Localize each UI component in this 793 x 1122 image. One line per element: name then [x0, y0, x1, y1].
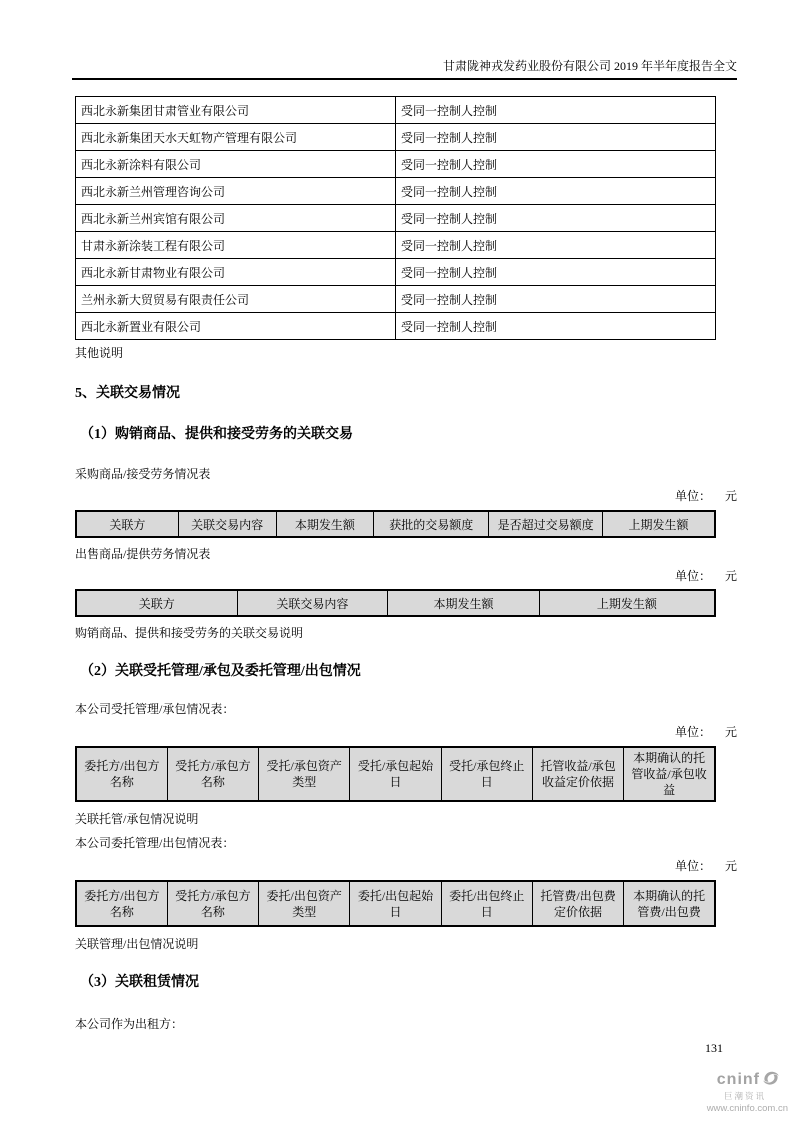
table-header-row [76, 747, 715, 801]
column-header: 托管收益/承包收益定价依据 [532, 747, 623, 801]
purchase-table-caption: 采购商品/接受劳务情况表 [75, 467, 211, 481]
related-party-relation: 受同一控制人控制 [396, 286, 716, 313]
column-header: 委托/出包起始日 [350, 881, 441, 926]
related-party-name: 西北永新集团甘肃管业有限公司 [76, 97, 396, 124]
unit-value: 元 [724, 569, 737, 583]
unit-value: 元 [724, 489, 737, 503]
unit-label: 单位： [674, 569, 711, 583]
other-note: 其他说明 [75, 346, 124, 360]
column-header: 委托方/出包方名称 [76, 881, 167, 926]
page-header-title: 甘肃陇神戎发药业股份有限公司 2019 年半年度报告全文 [72, 59, 737, 80]
related-parties-table [75, 96, 716, 340]
outsourced-management-table [75, 880, 716, 927]
column-header: 关联方 [76, 511, 178, 537]
lessor-caption: 本公司作为出租方： [75, 1017, 184, 1031]
column-header: 受托/承包起始日 [350, 747, 441, 801]
column-header: 本期发生额 [388, 590, 539, 616]
column-header: 托管费/出包费定价依据 [532, 881, 623, 926]
related-party-name: 西北永新集团天水天虹物产管理有限公司 [76, 124, 396, 151]
related-party-name: 西北永新兰州管理咨询公司 [76, 178, 396, 205]
table-header-row [76, 590, 715, 616]
section-5-heading: 5、关联交易情况 [75, 386, 180, 401]
unit-line [75, 725, 737, 740]
column-header: 受托方/承包方名称 [167, 881, 258, 926]
related-party-relation: 受同一控制人控制 [396, 232, 716, 259]
table-row [76, 205, 716, 232]
outsourced-table-caption: 本公司委托管理/出包情况表： [75, 836, 235, 850]
table-header-row [76, 881, 715, 926]
cninfo-logo [678, 1070, 788, 1113]
outsource-note: 关联管理/出包情况说明 [75, 937, 199, 951]
unit-label: 单位： [674, 859, 711, 873]
column-header: 关联交易内容 [237, 590, 388, 616]
unit-line [75, 489, 737, 504]
column-header: 上期发生额 [539, 590, 715, 616]
related-party-name: 西北永新置业有限公司 [76, 313, 396, 340]
column-header: 上期发生额 [603, 511, 715, 537]
column-header: 委托/出包资产类型 [259, 881, 350, 926]
section-5-3-heading: （3）关联租赁情况 [80, 975, 199, 990]
column-header: 本期确认的托管收益/承包收益 [624, 747, 715, 801]
column-header: 委托/出包终止日 [441, 881, 532, 926]
related-party-relation: 受同一控制人控制 [396, 151, 716, 178]
related-party-relation: 受同一控制人控制 [396, 97, 716, 124]
column-header: 受托/承包终止日 [441, 747, 532, 801]
column-header: 是否超过交易额度 [489, 511, 603, 537]
unit-line [75, 859, 737, 874]
related-party-relation: 受同一控制人控制 [396, 259, 716, 286]
related-party-relation: 受同一控制人控制 [396, 178, 716, 205]
cninfo-brand-row [678, 1070, 788, 1090]
cninfo-name: 巨潮资讯 [723, 1091, 766, 1101]
section-5-1-heading: （1）购销商品、提供和接受劳务的关联交易 [80, 427, 353, 442]
table-row [76, 286, 716, 313]
unit-line [75, 569, 737, 584]
cninfo-brand-text: cninf [716, 1071, 760, 1088]
entrust-note: 关联托管/承包情况说明 [75, 812, 199, 826]
purchase-sale-note: 购销商品、提供和接受劳务的关联交易说明 [75, 626, 304, 640]
table-row [76, 313, 716, 340]
entrusted-table-caption: 本公司受托管理/承包情况表： [75, 702, 235, 716]
column-header: 委托方/出包方名称 [76, 747, 167, 801]
cninfo-url: www.cninfo.com.cn [706, 1102, 788, 1114]
table-row [76, 259, 716, 286]
column-header: 关联交易内容 [178, 511, 276, 537]
page-number: 131 [705, 1041, 723, 1055]
table-row [76, 97, 716, 124]
table-row [76, 232, 716, 259]
sale-table-caption: 出售商品/提供劳务情况表 [75, 547, 211, 561]
related-party-name: 甘肃永新涂装工程有限公司 [76, 232, 396, 259]
page-content [75, 96, 737, 1032]
unit-label: 单位： [674, 489, 711, 503]
table-header-row [76, 511, 715, 537]
related-party-name: 西北永新兰州宾馆有限公司 [76, 205, 396, 232]
column-header: 受托/承包资产类型 [259, 747, 350, 801]
column-header: 受托方/承包方名称 [167, 747, 258, 801]
column-header: 本期确认的托管费/出包费 [624, 881, 715, 926]
related-party-relation: 受同一控制人控制 [396, 313, 716, 340]
unit-value: 元 [724, 859, 737, 873]
column-header: 本期发生额 [276, 511, 374, 537]
column-header: 关联方 [76, 590, 237, 616]
entrusted-management-table [75, 746, 716, 802]
related-party-name: 西北永新甘肃物业有限公司 [76, 259, 396, 286]
related-party-name: 兰州永新大贸贸易有限责任公司 [76, 286, 396, 313]
section-5-2-heading: （2）关联受托管理/承包及委托管理/出包情况 [80, 664, 361, 679]
sale-goods-table [75, 589, 716, 617]
table-row [76, 178, 716, 205]
related-party-relation: 受同一控制人控制 [396, 124, 716, 151]
cninfo-swirl-icon [762, 1070, 780, 1090]
table-row [76, 124, 716, 151]
related-party-relation: 受同一控制人控制 [396, 205, 716, 232]
table-row [76, 151, 716, 178]
unit-label: 单位： [674, 725, 711, 739]
purchase-goods-table [75, 510, 716, 538]
related-party-name: 西北永新涂料有限公司 [76, 151, 396, 178]
unit-value: 元 [724, 725, 737, 739]
column-header: 获批的交易额度 [374, 511, 489, 537]
